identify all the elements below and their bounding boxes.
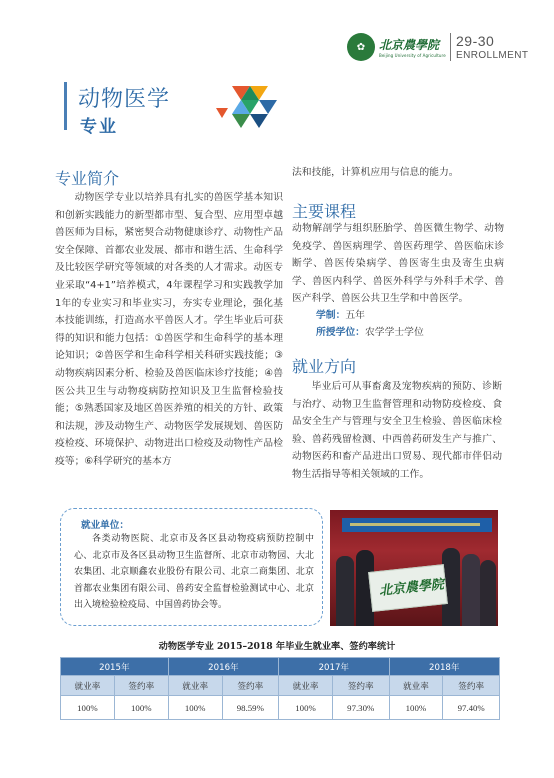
- photo-person: [480, 560, 496, 626]
- degree-value: 农学学士学位: [364, 327, 424, 338]
- signing-rate-header: 签约率: [332, 676, 389, 696]
- stats-table: [60, 657, 500, 720]
- page-subtitle: 专业: [80, 117, 118, 137]
- intro-heading: 专业简介: [55, 169, 120, 188]
- employment-rate-header: 就业率: [61, 676, 115, 696]
- signing-rate-header: 签约率: [443, 676, 500, 696]
- group-photo: [330, 510, 498, 626]
- photo-banner-stripe: [350, 523, 480, 526]
- employment-rate-cell: 100%: [168, 696, 222, 720]
- employers-box: [60, 508, 323, 626]
- page-numbers: 29-30: [456, 33, 495, 49]
- degree-label: 所授学位：: [316, 327, 365, 338]
- employment-rate-header: 就业率: [279, 676, 333, 696]
- signing-rate-cell: 98.59%: [222, 696, 279, 720]
- employment-rate-cell: 100%: [279, 696, 333, 720]
- employment-rate-header: 就业率: [389, 676, 443, 696]
- employment-text: 毕业后可从事畜禽及宠物疾病的预防、诊断与治疗、动物卫生监督管理和动物防疫检疫、食品安全生产与管理与安全卫生检验、兽医临床检验、兽药残留检测、中西兽药研发生产与推广、动物医药和畜产品进出口贸易、现代都市伴侣动物生活指导等相关领域的工作。: [292, 381, 502, 480]
- intro-continuation: 法和技能，计算机应用与信息的能力。: [292, 167, 459, 178]
- signing-rate-cell: 100%: [114, 696, 168, 720]
- title-accent-bar: [64, 82, 67, 130]
- employers-title: 就业单位：: [81, 520, 129, 531]
- employment-rate-cell: 100%: [389, 696, 443, 720]
- signing-rate-cell: 97.40%: [443, 696, 500, 720]
- university-seal-icon: ✿: [347, 33, 375, 61]
- degree-row: [316, 324, 424, 341]
- table-row: [61, 676, 500, 696]
- employment-heading: 就业方向: [292, 357, 357, 376]
- duration-label: 学制：: [316, 310, 346, 321]
- signing-rate-header: 签约率: [222, 676, 279, 696]
- header-divider: [450, 33, 451, 61]
- page-title: 动物医学: [78, 87, 171, 112]
- signing-rate-cell: 97.30%: [332, 696, 389, 720]
- photo-person: [462, 554, 480, 626]
- enrollment-label: ENROLLMENT: [456, 50, 529, 61]
- geometric-decoration-icon: [210, 80, 282, 136]
- courses-text: 动物解剖学与组织胚胎学、兽医微生物学、动物免疫学、兽医病理学、兽医药理学、兽医临床诊断学、兽医传染病学、兽医寄生虫及寄生虫病学、兽医内科学、兽医外科学与外科手术学、兽医产科学、兽医公共卫生学和中兽医学。: [292, 223, 504, 305]
- photo-person: [336, 556, 354, 626]
- employers-text: 各类动物医院、北京市及各区县动物疫病预防控制中心、北京市及各区县动物卫生监督所、北京市动物园、大北农集团、北京顺鑫农业股份有限公司、北京二商集团、北京首都农业集团有限公司、兽药安全监督检验测试中心、北京出入境检验检疫局、中国兽药协会等。: [74, 534, 314, 610]
- table-row: [61, 658, 500, 676]
- university-logo: [347, 30, 447, 64]
- employment-rate-cell: 100%: [61, 696, 115, 720]
- table-row: [61, 696, 500, 720]
- photo-flag: [368, 564, 448, 612]
- year-header: 2017年: [279, 658, 389, 676]
- intro-text: 动物医学专业以培养具有扎实的兽医学基本知识和创新实践能力的新型都市型、复合型、应用型卓越兽医师为目标，紧密契合动物健康诊疗、动物性产品安全保障、首都农业发展、都市和谐生活、生命科学及比较医学研究等领域的对各类的人才需求。动医专业采取“4+1”培养模式，4年课程学习和实践教学加1年的专业实习和毕业实习，夯实专业理论，强化基本技能训练，打造高水平兽医人才。学生毕业后可获得的知识和能力包括：①兽医学和生命科学的基本理论知识；②兽医学和生命科学相关科研实践技能；③动物疾病因素分析、检验及兽医临床诊疗技能；④兽医公共卫生与动物疫病防控知识及卫生监督检验技能；⑤熟悉国家及地区兽医养殖的相关的方针、政策和法规，涉及动物生产、动物医学发展规划、兽医防疫检疫、环境保护、动物进出口检疫及动物性产品检疫等；⑥科学研究的基本方: [55, 192, 283, 467]
- year-header: 2016年: [168, 658, 278, 676]
- courses-heading: 主要课程: [292, 202, 357, 221]
- duration-value: 五年: [345, 310, 365, 321]
- photo-flag-text: 北京農學院: [378, 577, 445, 599]
- duration-row: [316, 307, 365, 324]
- stats-table-title: 动物医学专业 2015–2018 年毕业生就业率、签约率统计: [158, 641, 396, 652]
- year-header: 2018年: [389, 658, 500, 676]
- logo-chinese-name: 北京農學院: [379, 38, 440, 52]
- employment-rate-header: 就业率: [168, 676, 222, 696]
- year-header: 2015年: [61, 658, 169, 676]
- signing-rate-header: 签约率: [114, 676, 168, 696]
- logo-english-name: Beijing University of Agriculture: [379, 53, 446, 58]
